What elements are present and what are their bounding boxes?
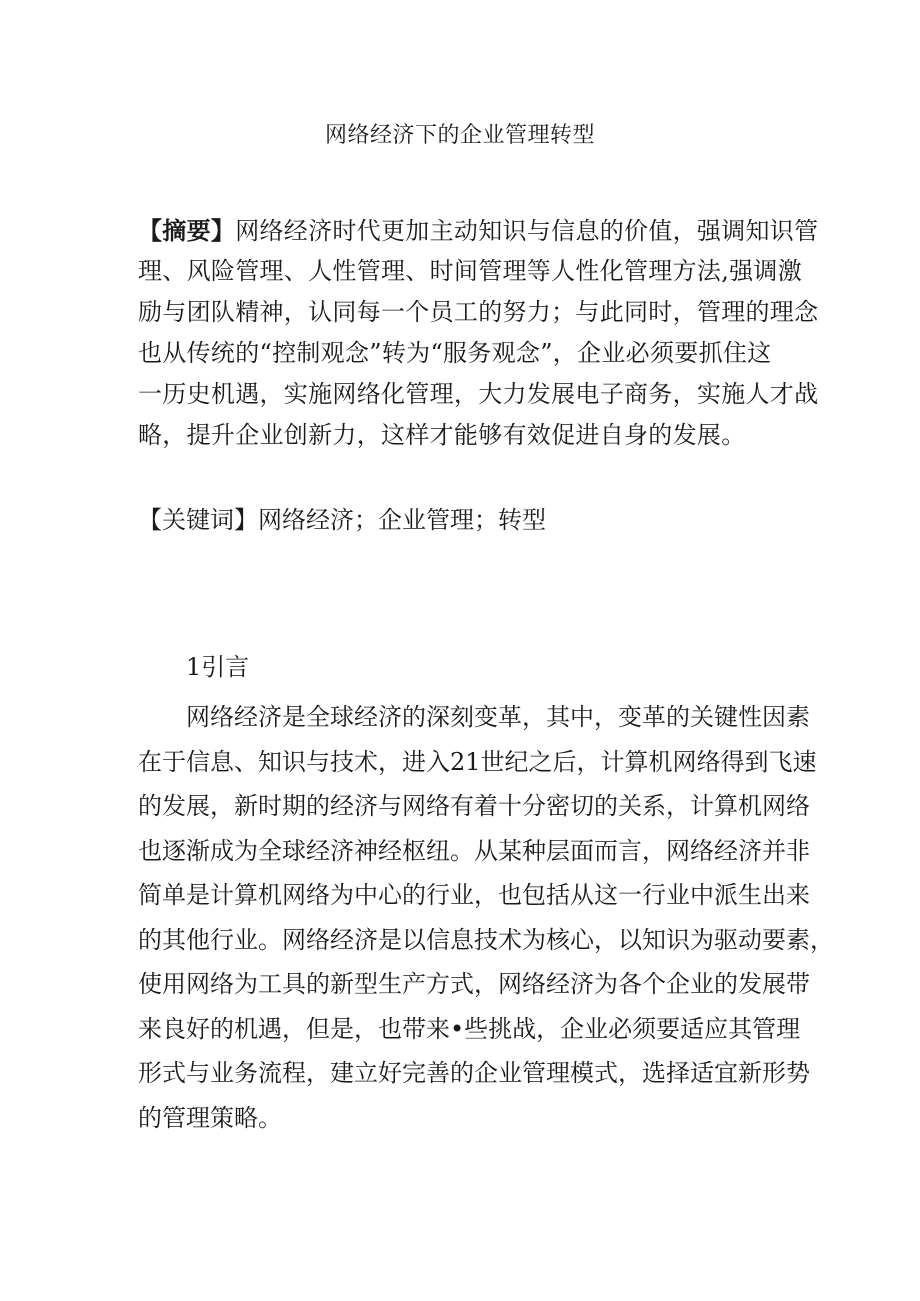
keywords-section [138, 500, 790, 541]
body-line: 的其他行业。网络经济是以信息技术为核心，以知识为驱动要素， [138, 925, 834, 954]
abstract-line [138, 210, 819, 251]
abstract-line: 也从传统的“控制观念”转为“服务观念”，企业必须要抓住这 [138, 339, 772, 367]
body-line: 简单是计算机网络为中心的行业，也包括从这一行业中派生出来 [138, 881, 810, 909]
body-line: 在于信息、知识与技术，进入21世纪之后，计算机网络得到飞速 [138, 747, 817, 776]
body-line: 也逐渐成为全球经济神经枢纽。从某种层面而言，网络经济并非 [138, 836, 810, 865]
body-line: 的管理策略。 [138, 1103, 282, 1132]
abstract-text: 网络经济时代更加主动知识与信息的价值，强调知识管 [235, 217, 819, 245]
abstract-line: 一历史机遇，实施网络化管理，大力发展电子商务，实施人才战 [138, 380, 819, 408]
document-title: 网络经济下的企业管理转型 [324, 123, 595, 148]
abstract-line: 励与团队精神，认同每一个员工的努力；与此同时，管理的理念 [138, 298, 819, 326]
abstract-line: 略，提升企业创新力，这样才能够有效促进自身的发展。 [138, 421, 746, 449]
section-body [138, 695, 834, 1140]
section-heading: 1引言 [186, 653, 250, 681]
body-line: 来良好的机遇，但是，也带来•些挑战，企业必须要适应其管理 [138, 1014, 801, 1043]
keywords-text: 网络经济；企业管理；转型 [258, 506, 546, 534]
abstract-label: 【摘要】 [138, 216, 236, 245]
body-line: 网络经济是全球经济的深刻变革，其中，变革的关键性因素 [186, 703, 810, 731]
body-line: 使用网络为工具的新型生产方式，网络经济为各个企业的发展带 [138, 970, 810, 998]
body-line: 形式与业务流程，建立好完善的企业管理模式，选择适宜新形势 [138, 1059, 810, 1087]
keywords-label: 【关键词】 [138, 506, 258, 534]
body-line: 的发展，新时期的经济与网络有着十分密切的关系，计算机网络 [138, 792, 810, 820]
abstract-line: 理、风险管理、人性管理、时间管理等人性化管理方法,强调激 [138, 257, 803, 285]
abstract-section [138, 210, 819, 456]
